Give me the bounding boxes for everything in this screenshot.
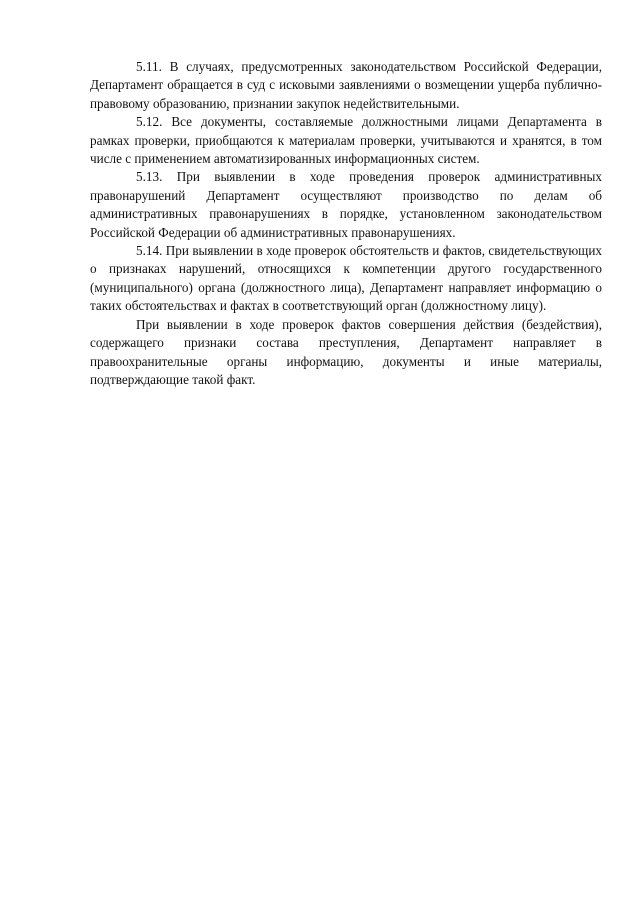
paragraph-5-11: 5.11. В случаях, предусмотренных законодательством Российской Федерации, Департамент обращается в суд с исковыми заявлениями о возмещении ущерба публично-правовому образованию, признании закупок недействительными. — [90, 59, 602, 111]
paragraph-5-12: 5.12. Все документы, составляемые должностными лицами Департамента в рамках проверки, приобщаются к материалам проверки, учитываются и хранятся, в том числе с применением автоматизированных информационных систем. — [90, 114, 602, 167]
paragraph-crime-facts: При выявлении в ходе проверок фактов совершения действия (бездействия), содержащего признаки состава преступления, Департамент направляет в правоохранительные органы информацию, документы и иные материалы, подтверждающие такой факт. — [90, 316, 602, 387]
paragraph-5-13: 5.13. При выявлении в ходе проведения проверок административных правонарушений Департамент осуществляют производство по делам об административных правонарушениях в порядке, установленном законодательством Российской Федерации об административных правонарушениях. — [90, 169, 602, 240]
paragraph-5-14: 5.14. При выявлении в ходе проверок обстоятельств и фактов, свидетельствующих о признаках нарушений, относящихся к компетенции другого государственного (муниципального) органа (должностного лица), Департамент направляет информацию о таких обстоятельствах и фактах в соответствующий орган (должностному лицу). — [90, 243, 602, 314]
document-body — [90, 58, 602, 389]
